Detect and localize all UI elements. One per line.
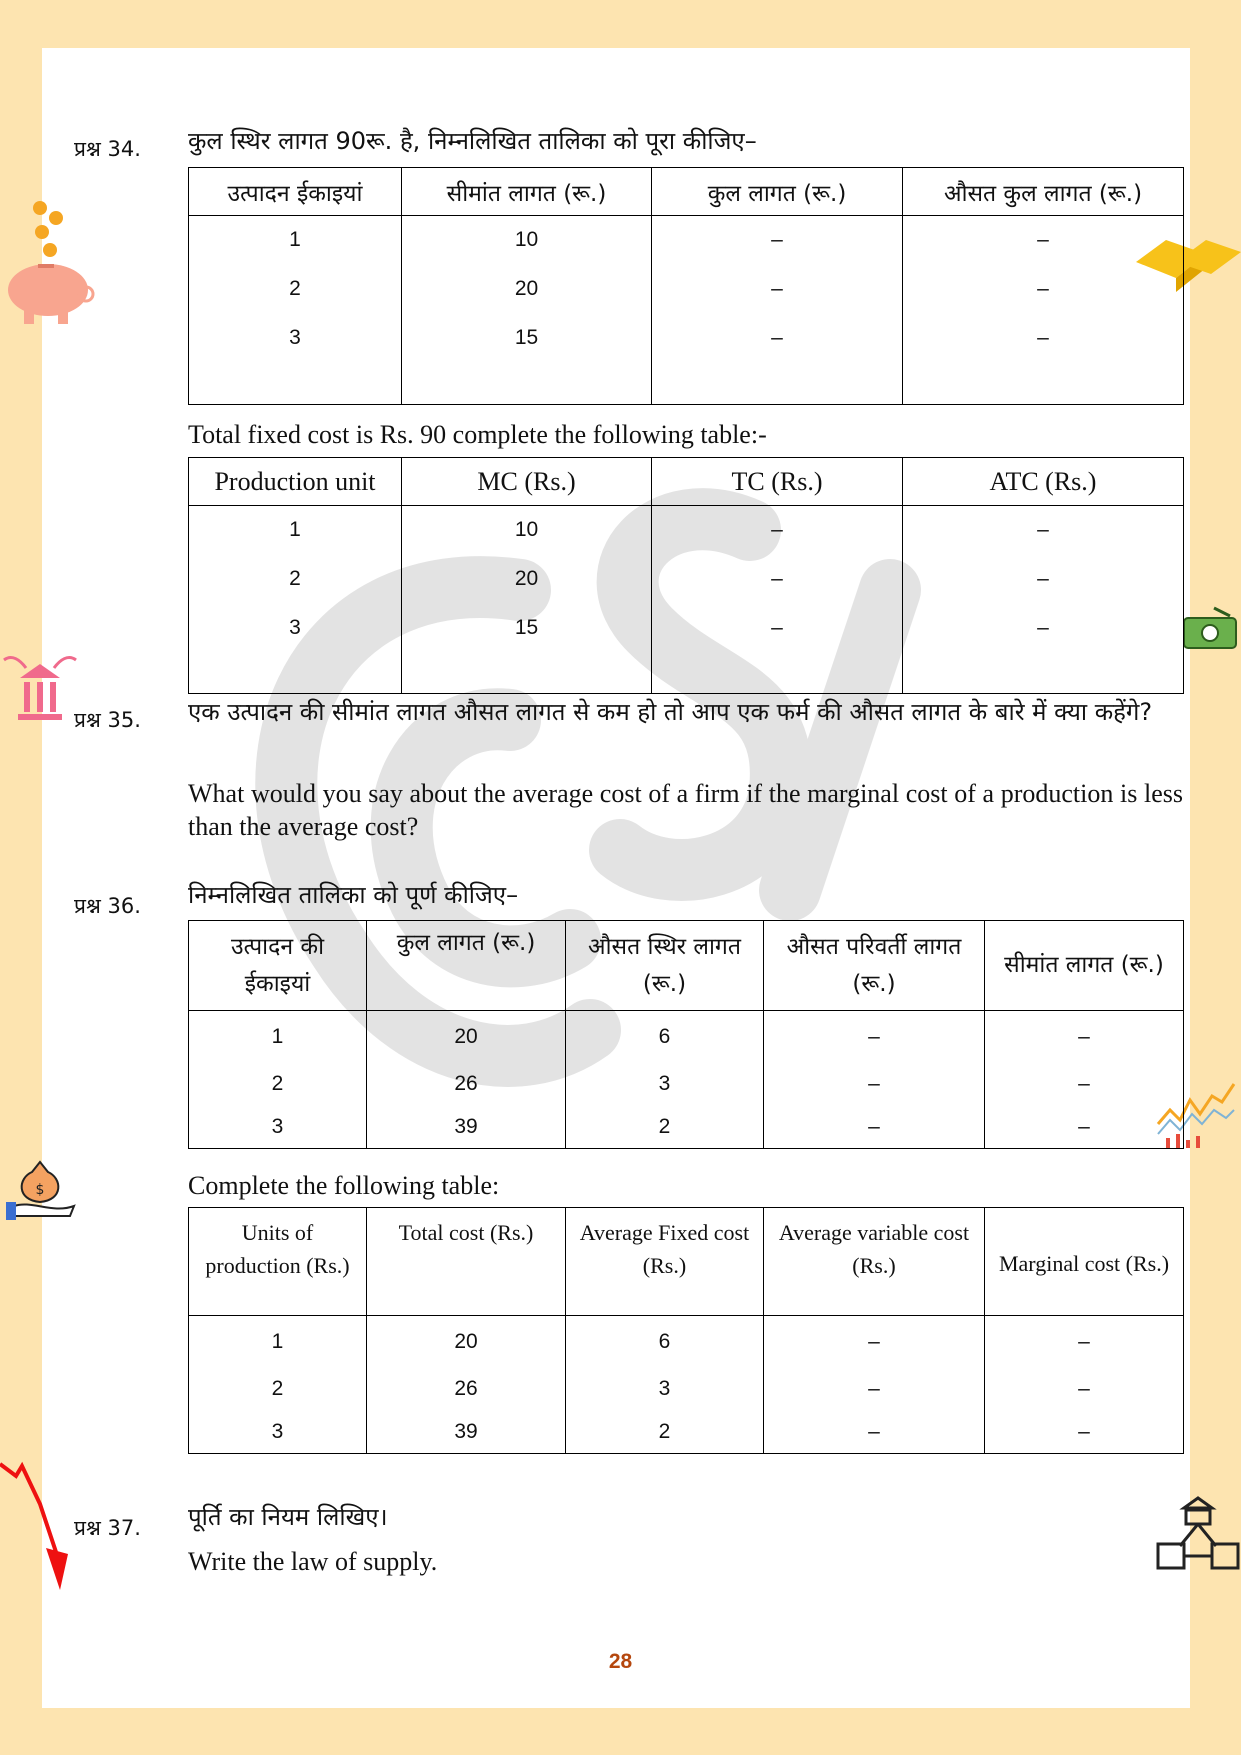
- table-cell: 3: [189, 1411, 367, 1454]
- q37-text-english: Write the law of supply.: [188, 1547, 438, 1576]
- q34-table-english: [188, 457, 1184, 694]
- q37-label: प्रश्न 37.: [74, 1516, 141, 1540]
- table-header: Average variable cost (Rs.): [764, 1208, 985, 1316]
- table-cell: –: [985, 1368, 1184, 1411]
- table-row: [189, 1106, 1184, 1149]
- table-cell: –: [985, 1106, 1184, 1149]
- q36-label: प्रश्न 36.: [74, 894, 141, 918]
- q34-table-hindi: [188, 167, 1184, 405]
- table-header: औसत परिवर्ती लागत (रू.): [764, 921, 985, 1011]
- table-row: [189, 1316, 1184, 1368]
- table-cell: 20: [402, 555, 652, 603]
- table-cell: 3: [566, 1063, 764, 1106]
- q36-table-english: [188, 1207, 1184, 1454]
- table-header: ATC (Rs.): [903, 458, 1184, 506]
- table-cell: –: [652, 313, 903, 363]
- table-cell: 1: [189, 1011, 367, 1063]
- table-cell: 15: [402, 603, 652, 653]
- table-header: कुल लागत (रू.): [652, 168, 903, 216]
- table-cell: 1: [189, 216, 402, 265]
- table-header: सीमांत लागत (रू.): [985, 921, 1184, 1011]
- table-header: औसत स्थिर लागत (रू.): [566, 921, 764, 1011]
- table-cell: 10: [402, 216, 652, 265]
- table-row: [189, 1011, 1184, 1063]
- table-cell: 20: [367, 1316, 566, 1368]
- table-cell: –: [903, 506, 1184, 555]
- table-cell: 3: [566, 1368, 764, 1411]
- table-cell: –: [903, 265, 1184, 313]
- table-row: [189, 216, 1184, 265]
- q37-text-hindi: पूर्ति का नियम लिखिए।: [188, 1503, 388, 1531]
- table-cell: –: [652, 216, 903, 265]
- table-cell: 1: [189, 1316, 367, 1368]
- table-cell: 3: [189, 603, 402, 653]
- table-cell: –: [985, 1011, 1184, 1063]
- table-row: [189, 1368, 1184, 1411]
- table-cell: 6: [566, 1011, 764, 1063]
- table-header: कुल लागत (रू.): [367, 921, 566, 1011]
- q36-table-hindi: [188, 920, 1184, 1149]
- q35-text-english: What would you say about the average cost of a firm if the marginal cost of a production is less than the average cost?: [188, 779, 1183, 841]
- q36-text-hindi: निम्नलिखित तालिका को पूर्ण कीजिए–: [188, 881, 519, 909]
- table-header: सीमांत लागत (रू.): [402, 168, 652, 216]
- money-stack-icon: [1180, 604, 1240, 656]
- table-row: [189, 1411, 1184, 1454]
- table-cell: 10: [402, 506, 652, 555]
- table-header: Marginal cost (Rs.): [985, 1208, 1184, 1316]
- table-cell: –: [903, 313, 1184, 363]
- table-cell: –: [903, 603, 1184, 653]
- table-cell: –: [652, 506, 903, 555]
- piggy-bank-icon: [0, 252, 100, 332]
- svg-text:$: $: [35, 1182, 45, 1198]
- table-header: उत्पादन ईकाइयां: [189, 168, 402, 216]
- table-row: [189, 313, 1184, 363]
- table-header: TC (Rs.): [652, 458, 903, 506]
- table-header: Total cost (Rs.): [367, 1208, 566, 1316]
- table-cell: –: [903, 555, 1184, 603]
- table-cell: 39: [367, 1411, 566, 1454]
- table-header: Production unit: [189, 458, 402, 506]
- table-cell: 1: [189, 506, 402, 555]
- table-header: औसत कुल लागत (रू.): [903, 168, 1184, 216]
- table-cell: 15: [402, 313, 652, 363]
- table-cell: –: [764, 1368, 985, 1411]
- table-cell: 39: [367, 1106, 566, 1149]
- q36-text-english: Complete the following table:: [188, 1171, 500, 1200]
- table-cell: –: [985, 1063, 1184, 1106]
- table-cell: –: [652, 265, 903, 313]
- q35-label: प्रश्न 35.: [74, 708, 141, 732]
- q35-text-hindi: एक उत्पादन की सीमांत लागत औसत लागत से कम हो तो आप एक फर्म की औसत लागत के बारे में क्या कहेंगे?: [188, 698, 1153, 726]
- table-cell: –: [903, 216, 1184, 265]
- q34-text-hindi: कुल स्थिर लागत 90रू. है, निम्नलिखित तालिका को पूरा कीजिए–: [188, 127, 757, 155]
- q34-text-english: Total fixed cost is Rs. 90 complete the following table:-: [188, 420, 767, 449]
- money-bag-hand-icon: [2, 1156, 78, 1222]
- table-cell: –: [764, 1316, 985, 1368]
- table-cell: 2: [189, 555, 402, 603]
- table-cell: –: [764, 1411, 985, 1454]
- down-trend-arrow-icon: [0, 1456, 80, 1596]
- table-cell: –: [652, 603, 903, 653]
- table-cell: 2: [189, 1063, 367, 1106]
- table-cell: 26: [367, 1063, 566, 1106]
- table-header: Units of production (Rs.): [189, 1208, 367, 1316]
- coins-icon: [28, 198, 68, 260]
- table-cell: –: [985, 1316, 1184, 1368]
- table-row: [189, 506, 1184, 555]
- table-cell: 20: [367, 1011, 566, 1063]
- table-cell: –: [764, 1011, 985, 1063]
- table-header: MC (Rs.): [402, 458, 652, 506]
- bank-network-icon: [1154, 1494, 1240, 1574]
- table-cell: 2: [189, 1368, 367, 1411]
- table-cell: 3: [189, 1106, 367, 1149]
- table-cell: 2: [189, 265, 402, 313]
- table-cell: 2: [566, 1106, 764, 1149]
- table-cell: 20: [402, 265, 652, 313]
- table-cell: –: [985, 1411, 1184, 1454]
- q34-label: प्रश्न 34.: [74, 137, 141, 161]
- table-row: [189, 603, 1184, 653]
- table-header: उत्पादन की ईकाइयां: [189, 921, 367, 1011]
- table-row: [189, 555, 1184, 603]
- table-row: [189, 1063, 1184, 1106]
- table-header: Average Fixed cost (Rs.): [566, 1208, 764, 1316]
- table-row: [189, 265, 1184, 313]
- table-cell: 6: [566, 1316, 764, 1368]
- table-cell: –: [764, 1106, 985, 1149]
- page-number: 28: [608, 1650, 633, 1673]
- table-cell: –: [764, 1063, 985, 1106]
- table-cell: 3: [189, 313, 402, 363]
- bank-icon: [0, 654, 80, 726]
- table-cell: –: [652, 555, 903, 603]
- table-cell: 26: [367, 1368, 566, 1411]
- table-cell: 2: [566, 1411, 764, 1454]
